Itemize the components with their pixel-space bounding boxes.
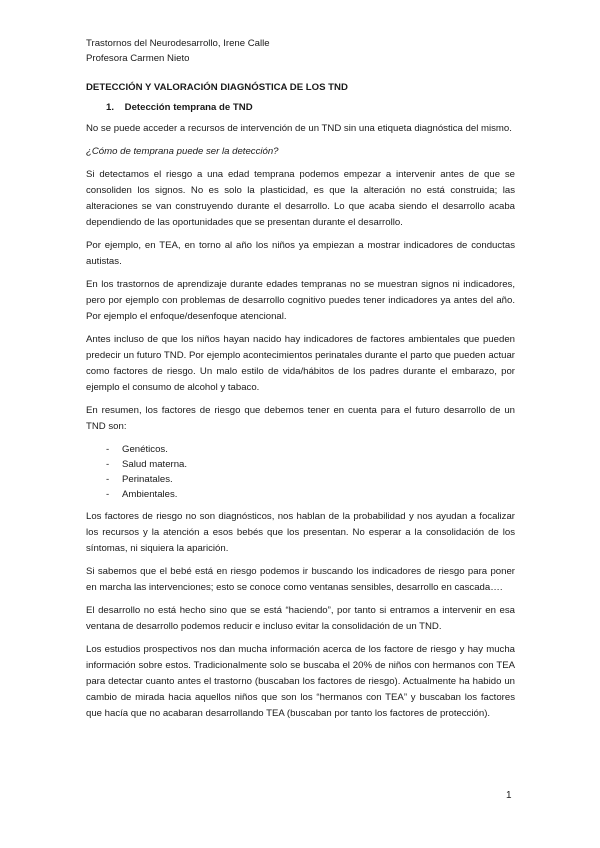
list-item-text: Perinatales. [122,474,173,485]
paragraph: No se puede acceder a recursos de intervención de un TND sin una etiqueta diagnóstica del mismo. [86,123,512,134]
paragraph: Si sabemos que el bebé está en riesgo podemos ir buscando los indicadores de riesgo para poner en marcha las intervenciones; esto se conoce como ventanas sensibles, desarrollo en cascada…. [86,566,515,593]
question-paragraph: ¿Cómo de temprana puede ser la detección? [86,146,279,157]
list-item [86,472,515,487]
section-heading [106,100,526,116]
paragraph: Los factores de riesgo no son diagnósticos, nos hablan de la probabilidad y nos ayudan a focalizar los recursos y la atención a esos bebés que los presentan. No esperar a la consolidación de los síntomas, ni siquiera la aparición. [86,511,515,554]
header-professor-line: Profesora Carmen Nieto [86,53,190,64]
list-item [86,457,515,472]
document-header [86,36,526,66]
list-dash: - [106,459,110,470]
header-course-line: Trastornos del Neurodesarrollo, Irene Calle [86,38,270,49]
list-dash: - [106,474,110,485]
paragraph: Los estudios prospectivos nos dan mucha información acerca de los factore de riesgo y hay mucha información sobre estos. Tradicionalmente solo se buscaba el 20% de niños con hermanos con TEA para detectar cuanto antes el trastorno (buscaban los factores de riesgo). Actualmente ha habido un cambio de mirada hacia aquellos niños que son los “hermanos con TEA” y buscaban los factores que hacía que no acabaran desarrollando TEA (buscaban por tanto los factores de protección). [86,644,515,719]
list-item-text: Ambientales. [122,489,178,500]
paragraph: Antes incluso de que los niños hayan nacido hay indicadores de factores ambientales que pueden predecir un futuro TND. Por ejemplo acontecimientos perinatales durante el parto que pueden actuar como factores de riesgo. Un malo estilo de vida/hábitos de los padres durante el embarazo, por ejemplo el consumo de alcohol y tabaco. [86,334,515,393]
list-item [86,442,515,457]
paragraph: Por ejemplo, en TEA, en torno al año los niños ya empiezan a mostrar indicadores de conductas autistas. [86,240,515,267]
list-dash: - [106,489,110,500]
list-item [86,487,515,502]
list-item-text: Genéticos. [122,444,168,455]
paragraph: En los trastornos de aprendizaje durante edades tempranas no se muestran signos ni indicadores, pero por ejemplo con problemas de desarrollo cognitivo puedes tener indicadores ya antes del año. Por ejemplo el enfoque/desenfoque atencional. [86,279,515,322]
paragraph: En resumen, los factores de riesgo que debemos tener en cuenta para el futuro desarrollo de un TND son: [86,405,515,432]
document-title: DETECCIÓN Y VALORACIÓN DIAGNÓSTICA DE LOS TND [86,82,348,93]
section-label: Detección temprana de TND [124,102,253,113]
document-body [86,121,515,729]
section-number: 1. [106,102,115,113]
list-dash: - [106,444,110,455]
paragraph: Si detectamos el riesgo a una edad temprana podemos empezar a intervenir antes de que se consoliden los signos. No es solo la plasticidad, es que la alteración no está construida; las alteraciones se van construyendo durante el desarrollo. Lo que acaba siendo el desarrollo acaba dependiendo de las oportunidades que se presentan durante el desarrollo. [86,169,515,228]
page-number: 1 [506,790,512,801]
paragraph: El desarrollo no está hecho sino que se está “haciendo”, por tanto si entramos a intervenir en esa ventana de desarrollo podemos reducir e incluso evitar la consolidación de un TND. [86,605,515,632]
risk-factor-list [86,442,515,502]
list-item-text: Salud materna. [122,459,188,470]
